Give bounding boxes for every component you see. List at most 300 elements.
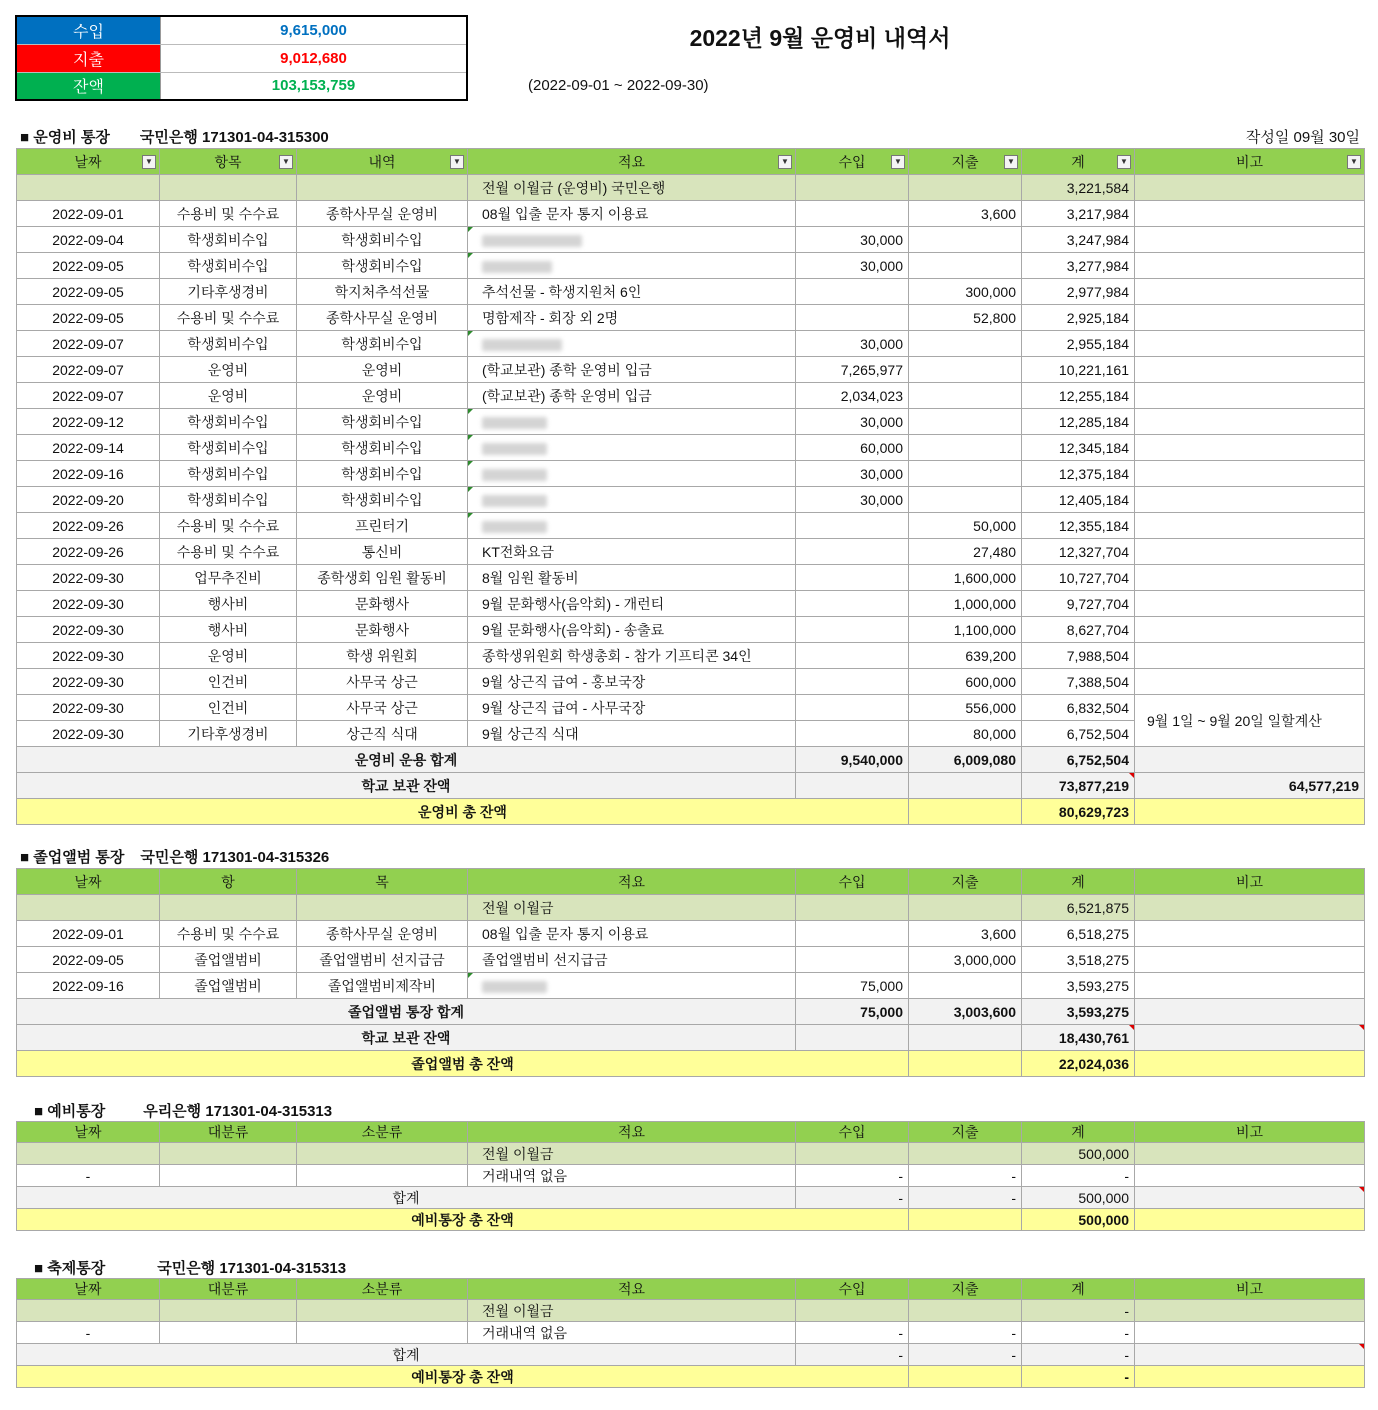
- empty-cell: [1135, 1366, 1365, 1388]
- running-total-cell: 10,221,161: [1022, 357, 1135, 383]
- table-row: [17, 617, 1365, 643]
- redacted-text: [482, 339, 562, 351]
- description-cell: [468, 331, 796, 357]
- empty-cell: [1135, 1300, 1365, 1322]
- description-cell: 거래내역 없음: [468, 1322, 796, 1344]
- income-cell: [796, 201, 909, 227]
- carry-over-desc: 전월 이월금: [468, 895, 796, 921]
- table-row: [17, 973, 1365, 999]
- income-cell: [796, 721, 909, 747]
- description-cell: 거래내역 없음: [468, 1165, 796, 1187]
- document-period: (2022-09-01 ~ 2022-09-30): [528, 77, 709, 94]
- carry-over-desc: 전월 이월금: [468, 1143, 796, 1165]
- table-row: [17, 227, 1365, 253]
- item-cell: 학생회비수입: [297, 435, 468, 461]
- expense-cell: 3,600: [909, 201, 1022, 227]
- table-row: [17, 591, 1365, 617]
- section-account: 국민은행 171301-04-315313: [157, 1260, 347, 1277]
- table-row: [17, 253, 1365, 279]
- subtotal-row: [17, 1344, 1365, 1366]
- redacted-text: [482, 261, 552, 273]
- expense-cell: 556,000: [909, 695, 1022, 721]
- date-cell: 2022-09-05: [17, 947, 160, 973]
- column-header-label: 대분류: [207, 1124, 249, 1140]
- subtotal-income: 75,000: [796, 999, 909, 1025]
- empty-cell: [796, 1300, 909, 1322]
- income-cell: 60,000: [796, 435, 909, 461]
- income-cell: 75,000: [796, 973, 909, 999]
- empty-cell: [1135, 1143, 1365, 1165]
- column-header: [1022, 1279, 1135, 1300]
- column-header-label: 계: [1071, 153, 1085, 170]
- date-cell: 2022-09-26: [17, 539, 160, 565]
- filter-dropdown-icon[interactable]: ▼: [142, 155, 156, 169]
- date-cell: 2022-09-30: [17, 565, 160, 591]
- table-row: [17, 435, 1365, 461]
- note-cell: 9월 1일 ~ 9월 20일 일할계산: [1135, 695, 1365, 747]
- section-title-festival: [34, 1257, 346, 1278]
- filter-dropdown-icon[interactable]: ▼: [1117, 155, 1131, 169]
- empty-cell: [909, 1209, 1022, 1231]
- filter-dropdown-icon[interactable]: ▼: [1004, 155, 1018, 169]
- school-balance-row: [17, 773, 1365, 799]
- running-total-cell: 10,727,704: [1022, 565, 1135, 591]
- category-cell: 수용비 및 수수료: [160, 305, 297, 331]
- note-cell: [1135, 1187, 1365, 1209]
- date-cell: 2022-09-14: [17, 435, 160, 461]
- date-cell: 2022-09-16: [17, 461, 160, 487]
- column-header: [1135, 1279, 1365, 1300]
- income-cell: -: [796, 1165, 909, 1187]
- note-cell: [1135, 999, 1365, 1025]
- table-row: [17, 921, 1365, 947]
- income-cell: [796, 565, 909, 591]
- column-header-label: 비고: [1235, 1124, 1264, 1140]
- column-header-label: 항: [221, 873, 235, 890]
- description-cell: [468, 435, 796, 461]
- section-account: 국민은행 171301-04-315300: [139, 129, 329, 146]
- empty-cell: [297, 175, 468, 201]
- subtotal-total: 6,752,504: [1022, 747, 1135, 773]
- section-account: 국민은행 171301-04-315326: [140, 849, 330, 866]
- running-total-cell: 12,327,704: [1022, 539, 1135, 565]
- carry-over-row: [17, 895, 1365, 921]
- empty-cell: [160, 175, 297, 201]
- empty-cell: [17, 175, 160, 201]
- grand-total-value: 22,024,036: [1022, 1051, 1135, 1077]
- table-row: [17, 279, 1365, 305]
- income-cell: -: [796, 1322, 909, 1344]
- income-cell: 7,265,977: [796, 357, 909, 383]
- category-cell: 졸업앨범비: [160, 947, 297, 973]
- item-cell: 학지처추석선물: [297, 279, 468, 305]
- expense-cell: [909, 331, 1022, 357]
- category-cell: 행사비: [160, 617, 297, 643]
- document-title: 2022년 9월 운영비 내역서: [689, 25, 951, 51]
- operating-ledger-table: [16, 148, 1365, 825]
- grand-total-value: 500,000: [1022, 1209, 1135, 1231]
- column-header: [17, 1122, 160, 1143]
- income-cell: [796, 669, 909, 695]
- description-cell: 9월 문화행사(음악회) - 개런티: [468, 591, 796, 617]
- item-cell: 졸업앨범비 선지급금: [297, 947, 468, 973]
- subtotal-row: [17, 1187, 1365, 1209]
- running-total-cell: 6,752,504: [1022, 721, 1135, 747]
- empty-cell: [1135, 1051, 1365, 1077]
- note-cell: [1135, 487, 1365, 513]
- description-cell: 9월 상근직 급여 - 홍보국장: [468, 669, 796, 695]
- item-cell: 문화행사: [297, 617, 468, 643]
- category-cell: 학생회비수입: [160, 435, 297, 461]
- date-cell: -: [17, 1322, 160, 1344]
- column-header: [909, 149, 1022, 175]
- category-cell: 기타후생경비: [160, 721, 297, 747]
- subtotal-income: -: [796, 1187, 909, 1209]
- empty-cell: [909, 773, 1022, 799]
- category-cell: 수용비 및 수수료: [160, 921, 297, 947]
- category-cell: 기타후생경비: [160, 279, 297, 305]
- date-cell: 2022-09-30: [17, 591, 160, 617]
- empty-cell: [297, 895, 468, 921]
- summary-box: [15, 15, 468, 101]
- date-cell: 2022-09-01: [17, 201, 160, 227]
- expense-cell: [909, 409, 1022, 435]
- empty-cell: [796, 1143, 909, 1165]
- category-cell: 학생회비수입: [160, 331, 297, 357]
- school-balance-total: 73,877,219: [1022, 773, 1135, 799]
- column-header-label: 비고: [1235, 873, 1264, 890]
- category-cell: 인건비: [160, 669, 297, 695]
- running-total-cell: 2,977,984: [1022, 279, 1135, 305]
- filter-dropdown-icon[interactable]: ▼: [778, 155, 792, 169]
- date-cell: -: [17, 1165, 160, 1187]
- column-header-label: 내역: [368, 153, 396, 170]
- date-cell: 2022-09-12: [17, 409, 160, 435]
- summary-expense-value: 9,012,680: [160, 45, 466, 71]
- item-cell: 졸업앨범비제작비: [297, 973, 468, 999]
- note-cell: [1135, 1344, 1365, 1366]
- expense-cell: 300,000: [909, 279, 1022, 305]
- table-row: [17, 357, 1365, 383]
- income-cell: 30,000: [796, 253, 909, 279]
- subtotal-total: -: [1022, 1344, 1135, 1366]
- category-cell: 운영비: [160, 383, 297, 409]
- table-row: [17, 695, 1365, 721]
- section-bullet: ■ 졸업앨범 통장: [20, 849, 125, 866]
- column-header: [1022, 869, 1135, 895]
- subtotal-expense: -: [909, 1344, 1022, 1366]
- note-cell: [1135, 565, 1365, 591]
- date-cell: 2022-09-26: [17, 513, 160, 539]
- running-total-cell: 6,518,275: [1022, 921, 1135, 947]
- item-cell: 운영비: [297, 357, 468, 383]
- column-header: [796, 1279, 909, 1300]
- running-total-cell: 8,627,704: [1022, 617, 1135, 643]
- empty-cell: [1135, 175, 1365, 201]
- subtotal-label: 합계: [17, 1344, 796, 1366]
- description-cell: [468, 409, 796, 435]
- note-cell: [1135, 383, 1365, 409]
- column-header-label: 항목: [214, 153, 242, 170]
- empty-cell: [909, 1051, 1022, 1077]
- note-cell: [1135, 669, 1365, 695]
- subtotal-label: 졸업앨범 통장 합계: [17, 999, 796, 1025]
- column-header-label: 수입: [838, 1124, 866, 1140]
- item-cell: 종학사무실 운영비: [297, 921, 468, 947]
- description-cell: [468, 253, 796, 279]
- item-cell: 사무국 상근: [297, 695, 468, 721]
- expense-cell: 639,200: [909, 643, 1022, 669]
- expense-cell: [909, 487, 1022, 513]
- date-cell: 2022-09-05: [17, 279, 160, 305]
- column-header-label: 비고: [1235, 1281, 1264, 1297]
- category-cell: 학생회비수입: [160, 461, 297, 487]
- column-header-label: 적요: [617, 1281, 646, 1297]
- description-cell: 8월 임원 활동비: [468, 565, 796, 591]
- subtotal-total: 500,000: [1022, 1187, 1135, 1209]
- summary-expense-row: [17, 44, 466, 71]
- summary-income-row: [17, 17, 466, 44]
- subtotal-label: 합계: [17, 1187, 796, 1209]
- column-header-label: 지출: [951, 153, 979, 170]
- table-row: [17, 1165, 1365, 1187]
- column-header-label: 계: [1071, 873, 1085, 890]
- table-row: [17, 487, 1365, 513]
- carry-over-total: 3,221,584: [1022, 175, 1135, 201]
- running-total-cell: 3,518,275: [1022, 947, 1135, 973]
- note-cell: [1135, 409, 1365, 435]
- table-row: [17, 513, 1365, 539]
- summary-income-label: 수입: [17, 17, 160, 44]
- category-cell: 운영비: [160, 357, 297, 383]
- expense-cell: 1,100,000: [909, 617, 1022, 643]
- column-header-label: 비고: [1235, 153, 1264, 170]
- grand-total-value: 80,629,723: [1022, 799, 1135, 825]
- date-cell: 2022-09-30: [17, 695, 160, 721]
- subtotal-income: 9,540,000: [796, 747, 909, 773]
- redacted-text: [482, 521, 547, 533]
- summary-income-value: 9,615,000: [160, 17, 466, 44]
- income-cell: [796, 947, 909, 973]
- running-total-cell: 12,375,184: [1022, 461, 1135, 487]
- column-header-label: 지출: [951, 873, 979, 890]
- date-cell: 2022-09-01: [17, 921, 160, 947]
- redacted-text: [482, 469, 547, 481]
- table-row: [17, 565, 1365, 591]
- running-total-cell: 12,405,184: [1022, 487, 1135, 513]
- column-header: [909, 1279, 1022, 1300]
- column-header: [17, 869, 160, 895]
- column-header-label: 수입: [838, 153, 866, 170]
- column-header-label: 소분류: [361, 1281, 403, 1297]
- description-cell: 9월 상근직 급여 - 사무국장: [468, 695, 796, 721]
- subtotal-total: 3,593,275: [1022, 999, 1135, 1025]
- column-header: [160, 1279, 297, 1300]
- subtotal-expense: 3,003,600: [909, 999, 1022, 1025]
- redacted-text: [482, 443, 547, 455]
- section-bullet: ■ 예비통장: [34, 1103, 106, 1120]
- column-header-label: 수입: [838, 873, 866, 890]
- subtotal-row: [17, 999, 1365, 1025]
- note-cell: [1135, 357, 1365, 383]
- column-header: [1135, 869, 1365, 895]
- column-header: [297, 149, 468, 175]
- note-cell: [1135, 253, 1365, 279]
- grand-total-label: 예비통장 총 잔액: [17, 1209, 909, 1231]
- redacted-text: [482, 235, 582, 247]
- expense-cell: 27,480: [909, 539, 1022, 565]
- column-header: [796, 1122, 909, 1143]
- column-header: [297, 869, 468, 895]
- carry-over-total: 500,000: [1022, 1143, 1135, 1165]
- column-header: [796, 149, 909, 175]
- album-ledger-table: [16, 868, 1365, 1077]
- empty-cell: [297, 1143, 468, 1165]
- column-header: [796, 869, 909, 895]
- empty-cell: [909, 799, 1022, 825]
- expense-cell: 80,000: [909, 721, 1022, 747]
- grand-total-value: -: [1022, 1366, 1135, 1388]
- note-cell: [1135, 539, 1365, 565]
- empty-cell: [160, 1322, 297, 1344]
- expense-cell: [909, 357, 1022, 383]
- summary-balance-label: 잔액: [17, 73, 160, 99]
- note-cell: [1135, 643, 1365, 669]
- expense-cell: 50,000: [909, 513, 1022, 539]
- column-header: [160, 1122, 297, 1143]
- running-total-cell: 2,955,184: [1022, 331, 1135, 357]
- column-header-label: 날짜: [74, 153, 102, 170]
- date-cell: 2022-09-04: [17, 227, 160, 253]
- running-total-cell: 12,285,184: [1022, 409, 1135, 435]
- column-header: [1022, 149, 1135, 175]
- note-cell: [1135, 617, 1365, 643]
- empty-cell: [796, 1025, 909, 1051]
- column-header: [160, 149, 297, 175]
- empty-cell: [909, 175, 1022, 201]
- expense-cell: 1,000,000: [909, 591, 1022, 617]
- empty-cell: [17, 1300, 160, 1322]
- running-total-cell: 12,355,184: [1022, 513, 1135, 539]
- empty-cell: [297, 1300, 468, 1322]
- column-header: [1135, 149, 1365, 175]
- festival-ledger-table: [16, 1278, 1365, 1388]
- empty-cell: [796, 895, 909, 921]
- table-row: [17, 539, 1365, 565]
- description-cell: 졸업앨범비 선지급금: [468, 947, 796, 973]
- expense-cell: [909, 253, 1022, 279]
- subtotal-label: 운영비 운용 합계: [17, 747, 796, 773]
- running-total-cell: 12,255,184: [1022, 383, 1135, 409]
- income-cell: [796, 617, 909, 643]
- income-cell: 2,034,023: [796, 383, 909, 409]
- expense-cell: -: [909, 1322, 1022, 1344]
- column-header: [297, 1279, 468, 1300]
- column-header: [1022, 1122, 1135, 1143]
- column-header-label: 날짜: [74, 873, 102, 890]
- description-cell: [468, 227, 796, 253]
- empty-cell: [160, 895, 297, 921]
- category-cell: 학생회비수입: [160, 253, 297, 279]
- item-cell: 종학사무실 운영비: [297, 201, 468, 227]
- summary-balance-row: [17, 72, 466, 99]
- filter-dropdown-icon[interactable]: ▼: [891, 155, 905, 169]
- grand-total-label: 운영비 총 잔액: [17, 799, 909, 825]
- item-cell: 종학생회 임원 활동비: [297, 565, 468, 591]
- note-cell: [1135, 921, 1365, 947]
- item-cell: 운영비: [297, 383, 468, 409]
- category-cell: 인건비: [160, 695, 297, 721]
- item-cell: 학생회비수입: [297, 253, 468, 279]
- note-cell: [1135, 305, 1365, 331]
- table-row: [17, 643, 1365, 669]
- note-cell: [1135, 947, 1365, 973]
- item-cell: 학생회비수입: [297, 487, 468, 513]
- description-cell: 9월 상근직 식대: [468, 721, 796, 747]
- empty-cell: [909, 1300, 1022, 1322]
- school-balance-label: 학교 보관 잔액: [17, 773, 796, 799]
- column-header-label: 지출: [951, 1281, 979, 1297]
- section-bullet: ■ 운영비 통장: [20, 129, 110, 146]
- empty-cell: [909, 1366, 1022, 1388]
- column-header: [17, 1279, 160, 1300]
- table-row: [17, 669, 1365, 695]
- category-cell: 수용비 및 수수료: [160, 539, 297, 565]
- column-header-label: 소분류: [361, 1124, 403, 1140]
- running-total-cell: 3,277,984: [1022, 253, 1135, 279]
- redacted-text: [482, 495, 547, 507]
- category-cell: 수용비 및 수수료: [160, 201, 297, 227]
- empty-cell: [160, 1300, 297, 1322]
- grand-total-row: [17, 1366, 1365, 1388]
- redacted-text: [482, 981, 547, 993]
- section-bullet: ■ 축제통장: [34, 1260, 106, 1277]
- empty-cell: [1135, 1209, 1365, 1231]
- description-cell: 종학생위원회 학생총회 - 참가 기프티콘 34인: [468, 643, 796, 669]
- date-cell: 2022-09-05: [17, 253, 160, 279]
- item-cell: 사무국 상근: [297, 669, 468, 695]
- empty-cell: [160, 1165, 297, 1187]
- note-cell: [1135, 513, 1365, 539]
- item-cell: 학생회비수입: [297, 331, 468, 357]
- income-cell: 30,000: [796, 409, 909, 435]
- description-cell: 9월 문화행사(음악회) - 송출료: [468, 617, 796, 643]
- income-cell: 30,000: [796, 487, 909, 513]
- category-cell: 행사비: [160, 591, 297, 617]
- date-cell: 2022-09-20: [17, 487, 160, 513]
- running-total-cell: -: [1022, 1165, 1135, 1187]
- running-total-cell: 12,345,184: [1022, 435, 1135, 461]
- running-total-cell: 3,247,984: [1022, 227, 1135, 253]
- carry-over-row: [17, 175, 1365, 201]
- filter-dropdown-icon[interactable]: ▼: [279, 155, 293, 169]
- filter-dropdown-icon[interactable]: ▼: [1347, 155, 1361, 169]
- school-balance-row: [17, 1025, 1365, 1051]
- item-cell: 통신비: [297, 539, 468, 565]
- redacted-text: [482, 417, 547, 429]
- empty-cell: [160, 1143, 297, 1165]
- item-cell: 학생회비수입: [297, 461, 468, 487]
- empty-cell: [796, 773, 909, 799]
- date-cell: 2022-09-07: [17, 383, 160, 409]
- description-cell: 08월 입출 문자 통지 이용료: [468, 201, 796, 227]
- grand-total-row: [17, 1209, 1365, 1231]
- subtotal-expense: -: [909, 1187, 1022, 1209]
- column-header-label: 적요: [617, 153, 646, 170]
- empty-cell: [17, 1143, 160, 1165]
- note-cell: [1135, 201, 1365, 227]
- filter-dropdown-icon[interactable]: ▼: [450, 155, 464, 169]
